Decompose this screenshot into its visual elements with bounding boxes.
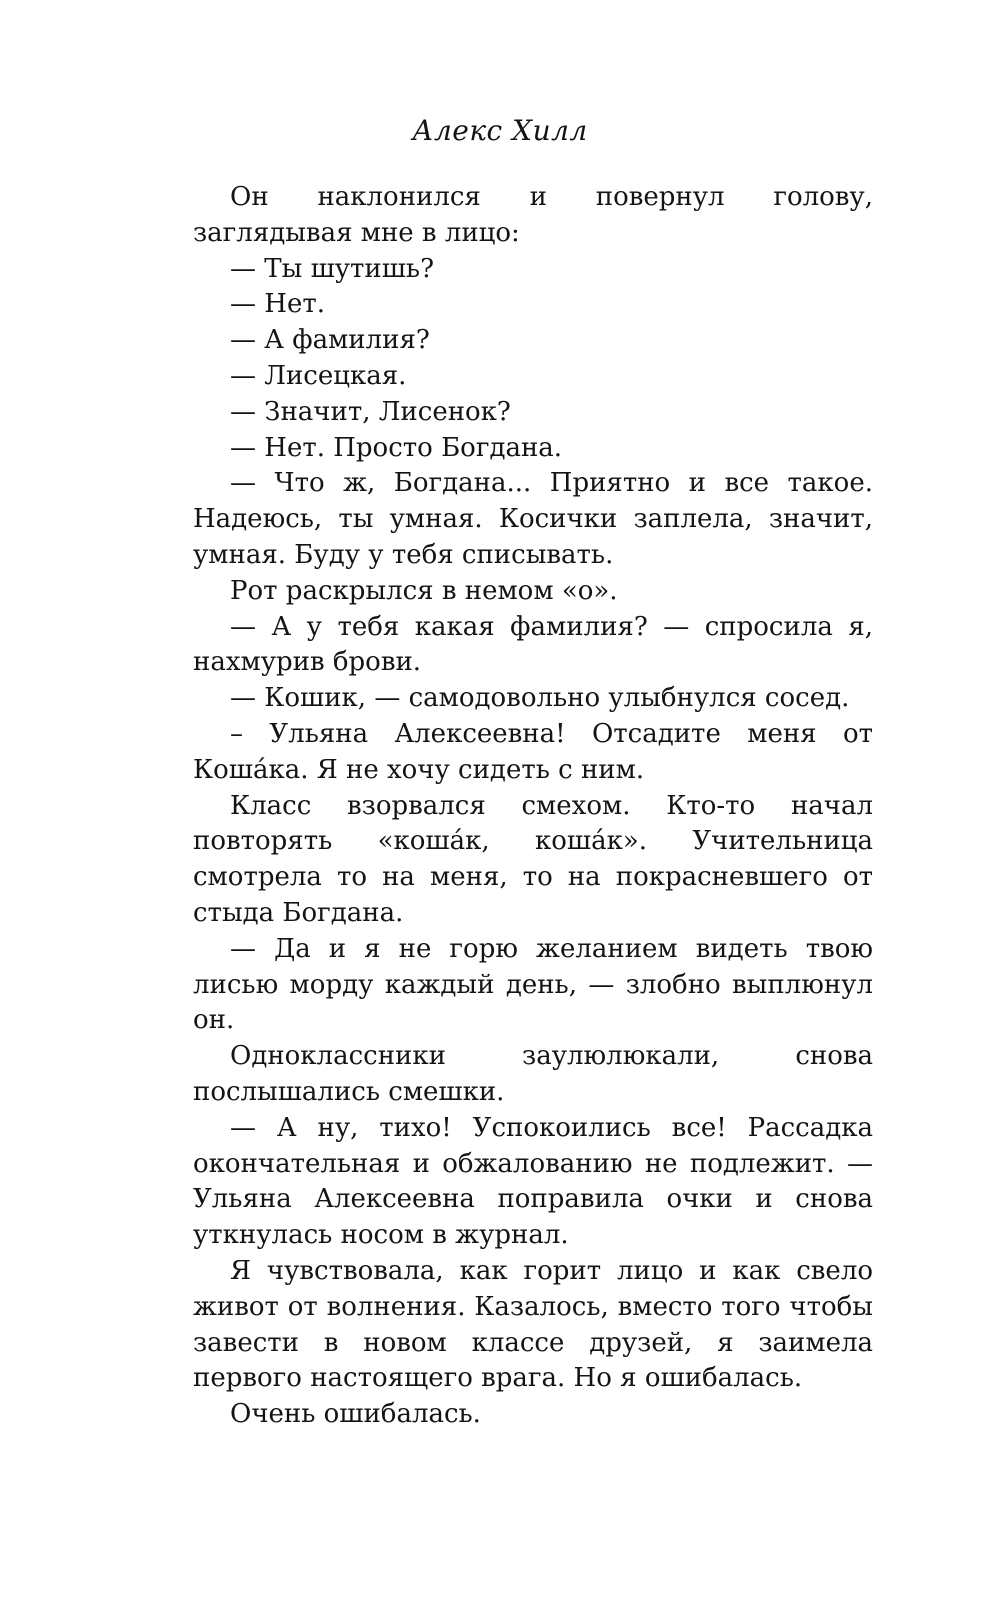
paragraph: Он наклонился и повернул голову, заглядывая мне в лицо: (193, 182, 873, 248)
paragraph: Одноклассники заулюлюкали, снова послышались смешки. (193, 1041, 873, 1107)
paragraph: — Да и я не горю желанием видеть твою лисью морду каждый день, — злобно выплюнул он. (193, 933, 873, 1036)
paragraph: — Нет. Просто Богдана. (230, 432, 563, 463)
paragraph: — Лисецкая. (230, 360, 407, 391)
paragraph: — Нет. (230, 289, 325, 320)
paragraph: Очень ошибалась. (230, 1399, 481, 1430)
paragraph: — А фамилия? (230, 325, 430, 356)
paragraph: Я чувствовала, как горит лицо и как свело живот от волнения. Казалось, вместо того чтобы завести в новом классе друзей, я заимела первого настоящего врага. Но я ошибалась. (193, 1255, 873, 1394)
page-text (193, 180, 873, 1433)
paragraph: — А у тебя какая фамилия? — спросила я, нахмурив брови. (193, 611, 873, 678)
paragraph: — Что ж, Богдана... Приятно и все такое. Надеюсь, ты умная. Косички заплела, значит, умная. Буду у тебя списывать. (193, 468, 873, 570)
paragraph: — Ты шутишь? (230, 253, 435, 284)
running-head-author: Алекс Хилл (412, 114, 588, 147)
paragraph: — Кошик, — самодовольно улыбнулся сосед. (230, 683, 850, 714)
paragraph: Класс взорвался смехом. Кто-то начал повторять «кошáк, кошáк». Учительница смотрела то на меня, то на покрасневшего от стыда Богдана. (193, 790, 873, 928)
paragraph: – Ульяна Алексеевна! Отсадите меня от Кошáка. Я не хочу сидеть с ним. (193, 718, 873, 785)
paragraph: Рот раскрылся в немом «о». (230, 575, 618, 606)
paragraph: — А ну, тихо! Успокоились все! Рассадка окончательная и обжалованию не подлежит. — Ульяна Алексеевна поправила очки и снова уткнулась носом в журнал. (193, 1112, 873, 1251)
paragraph: — Значит, Лисенок? (230, 396, 511, 427)
